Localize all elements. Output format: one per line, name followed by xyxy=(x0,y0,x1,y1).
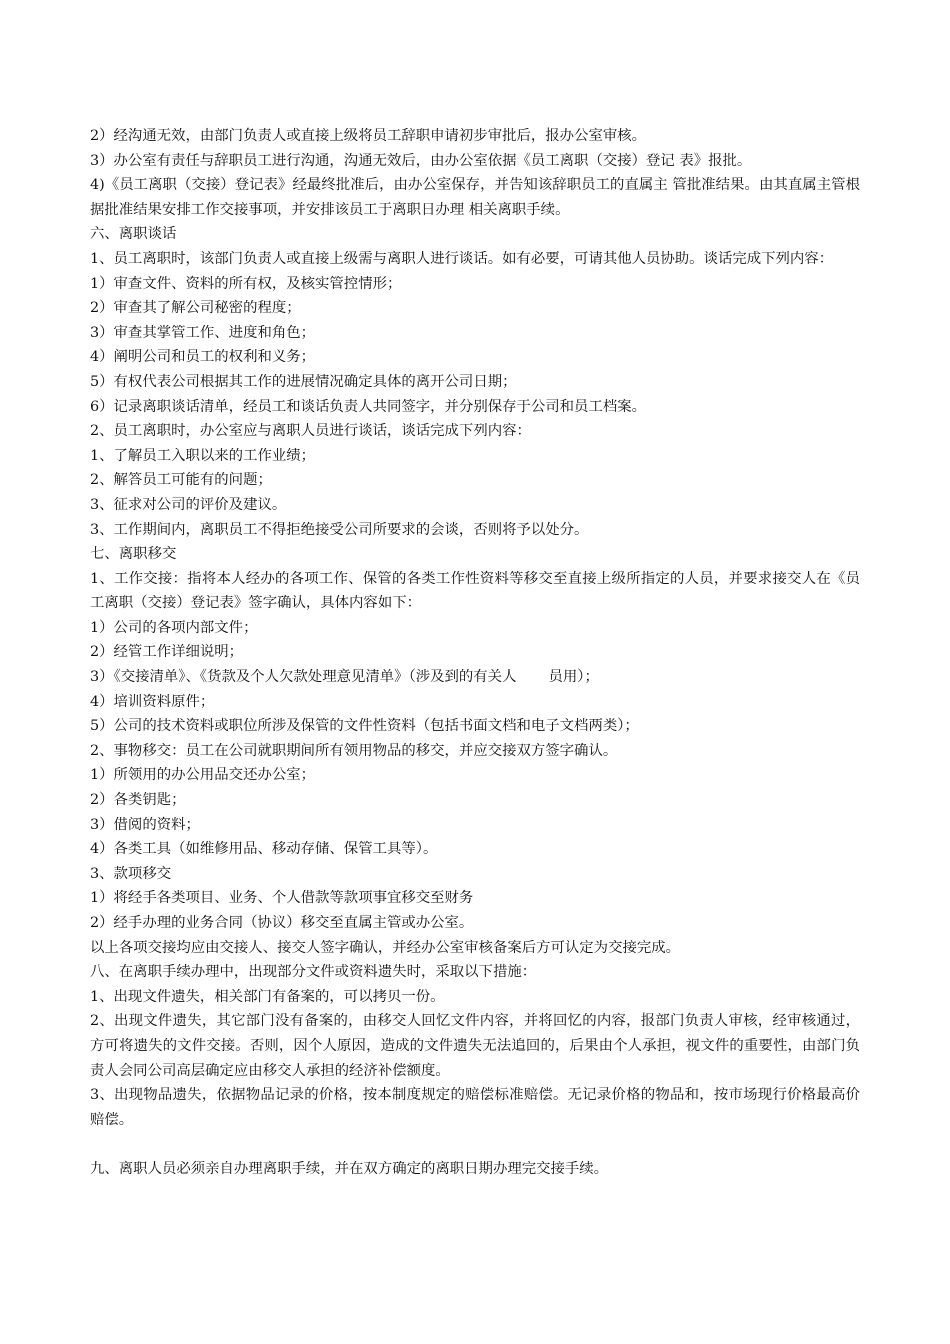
list-item: 1、出现文件遗失，相关部门有备案的，可以拷贝一份。 xyxy=(90,988,445,1005)
section-heading: 八、在离职手续办理中，出现部分文件或资料遗失时，采取以下措施： xyxy=(90,964,537,981)
list-item: 4）阐明公司和员工的权利和义务； xyxy=(90,349,316,366)
list-item: 3、征求对公司的评价及建议。 xyxy=(90,496,287,513)
list-item: 6）记录离职谈话清单，经员工和谈话负责人共同签字，并分别保存于公司和员工档案。 xyxy=(90,398,647,415)
document-body xyxy=(90,124,860,1182)
text-line: 2、员工离职时，办公室应与离职人员进行谈话，谈话完成下列内容： xyxy=(90,423,531,440)
text-paragraph: 2、出现文件遗失，其它部门没有备案的，由移交人回忆文件内容，并将回忆的内容，报部门负责人审核，经审核通过，方可将遗失的文件交接。否则，因个人原因，造成的文件遗失无法追回的，后果由个人承担，视文件的重要性，由部门负责人会同公司高层确定应由移交人承担的经济补偿额度。 xyxy=(90,1013,860,1079)
blank-line xyxy=(90,1132,860,1157)
section-heading: 九、离职人员必须亲自办理离职手续，并在双方确定的离职日期办理完交接手续。 xyxy=(90,1160,609,1177)
list-item: 1）将经手各类项目、业务、个人借款等款项事宜移交至财务 xyxy=(90,890,474,907)
text-paragraph: 3、出现物品遗失，依据物品记录的价格，按本制度规定的赔偿标准赔偿。无记录价格的物品和，按市场现行价格最高价赔偿。 xyxy=(90,1087,860,1128)
list-item: 4）培训资料原件； xyxy=(90,693,215,710)
text-line: 2）经沟通无效，由部门负责人或直接上级将员工辞职申请初步审批后，报办公室审核。 xyxy=(90,128,647,144)
text-line: 2、事物移交：员工在公司就职期间所有领用物品的移交，并应交接双方签字确认。 xyxy=(90,742,618,759)
list-item: 2）经管工作详细说明； xyxy=(90,644,244,661)
list-item: 2、解答员工可能有的问题； xyxy=(90,472,272,489)
section-heading: 六、离职谈话 xyxy=(90,226,177,243)
section-heading: 七、离职移交 xyxy=(90,546,177,563)
text-line: 以上各项交接均应由交接人、接交人签字确认，并经办公室审核备案后方可认定为交接完成。 xyxy=(90,939,681,956)
text-paragraph: 1、工作交接：指将本人经办的各项工作、保管的各类工作性资料等移交至直接上级所指定的人员，并要求接交人在《员工离职（交接）登记表》签字确认，具体内容如下： xyxy=(90,570,860,612)
list-item: 5）有权代表公司根据其工作的进展情况确定具体的离开公司日期； xyxy=(90,373,517,390)
list-item: 3）审查其掌管工作、进度和角色； xyxy=(90,324,316,341)
list-item: 1）所领用的办公用品交还办公室； xyxy=(90,767,316,784)
text-line: 3、款项移交 xyxy=(90,865,172,882)
list-item: 1、了解员工入职以来的工作业绩； xyxy=(90,447,316,464)
list-item: 2）经手办理的业务合同（协议）移交至直属主管或办公室。 xyxy=(90,915,474,931)
list-item: 5）公司的技术资料或职位所涉及保管的文件性资料（包括书面文档和电子文档两类）； xyxy=(90,718,639,735)
list-item: 1）审查文件、资料的所有权，及核实管控情形； xyxy=(90,275,402,292)
list-item: 2）审查其了解公司秘密的程度； xyxy=(90,300,301,317)
text-line: 3）办公室有责任与辞职员工进行沟通，沟通无效后，由办公室依据《员工离职（交接）登记 表》报批。 xyxy=(90,152,752,169)
text-paragraph: 4)《员工离职（交接）登记表》经最终批准后，由办公室保存，并告知该辞职员工的直属主 管批准结果。由其直属主管根据批准结果安排工作交接事项，并安排该员工于离职日办理 相关离职手续。 xyxy=(90,177,860,218)
list-item: 1）公司的各项内部文件； xyxy=(90,619,258,636)
text-line: 3、工作期间内，离职员工不得拒绝接受公司所要求的会谈，否则将予以处分。 xyxy=(90,521,589,538)
text-paragraph: 1、员工离职时，该部门负责人或直接上级需与离职人进行谈话。如有必要，可请其他人员协助。谈话完成下列内容： xyxy=(90,250,834,267)
list-item: 3）借阅的资料； xyxy=(90,816,200,833)
list-item: 2）各类钥匙； xyxy=(90,792,186,809)
list-item: 4）各类工具（如维修用品、移动存储、保管工具等）。 xyxy=(90,841,438,858)
list-item: 3）《交接清单》、《货款及个人欠款处理意见清单》（涉及到的有关人 员用）； xyxy=(90,669,599,686)
